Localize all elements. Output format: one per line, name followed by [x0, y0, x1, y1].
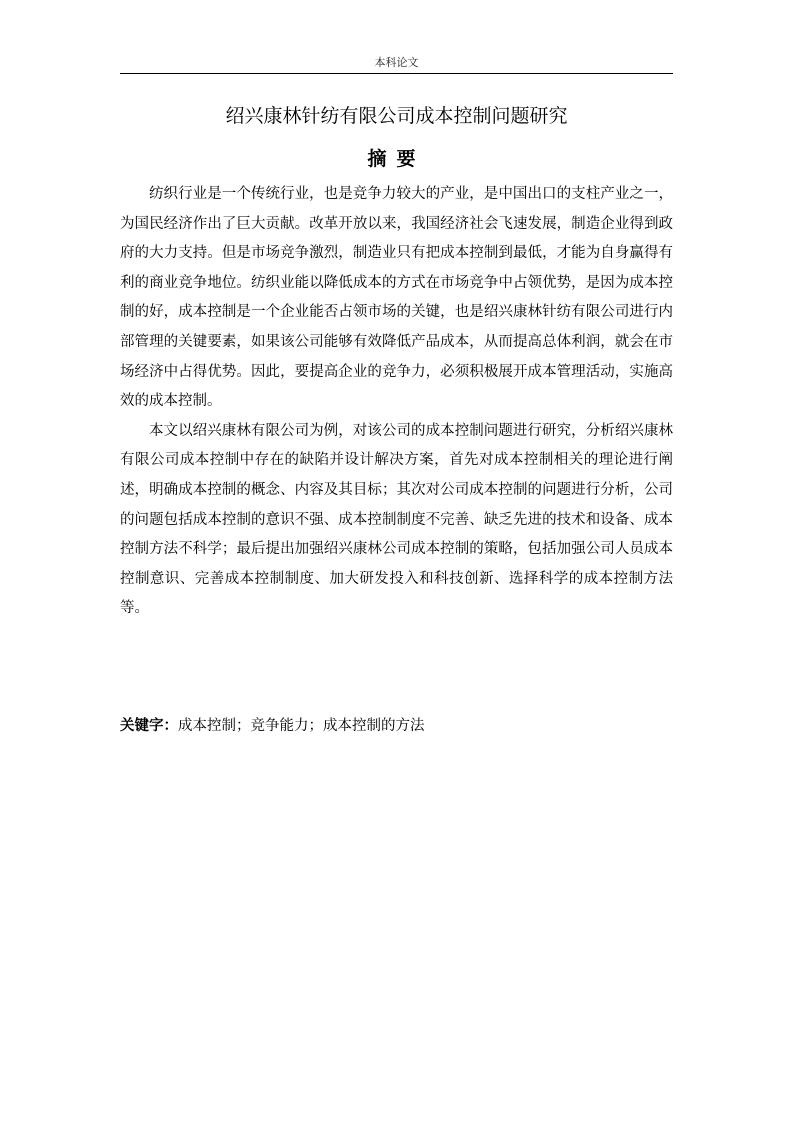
abstract-paragraph-2: 本文以绍兴康林有限公司为例，对该公司的成本控制问题进行研究，分析绍兴康林有限公司成本控制中存在的缺陷并设计解决方案，首先对成本控制相关的理论进行阐述，明确成本控制的概念、内容及其目标；其次对公司成本控制的问题进行分析，公司的问题包括成本控制的意识不强、成本控制制度不完善、缺乏先进的技术和设备、成本控制方法不科学；最后提出加强绍兴康林公司成本控制的策略，包括加强公司人员成本控制意识、完善成本控制制度、加大研发投入和科技创新、选择科学的成本控制方法等。 [120, 422, 673, 617]
abstract-paragraph-1: 纺织行业是一个传统行业，也是竞争力较大的产业，是中国出口的支柱产业之一，为国民经济作出了巨大贡献。改革开放以来，我国经济社会飞速发展，制造企业得到政府的大力支持。但是市场竞争激烈，制造业只有把成本控制到最低，才能为自身赢得有利的商业竞争地位。纺织业能以降低成本的方式在市场竞争中占领优势，是因为成本控制的好，成本控制是一个企业能否占领市场的关键，也是绍兴康林针纺有限公司进行内部管理的关键要素，如果该公司能够有效降低产品成本，从而提高总体利润，就会在市场经济中占得优势。因此，要提高企业的竞争力，必须积极展开成本管理活动，实施高效的成本控制。 [120, 186, 673, 410]
keywords-line [120, 712, 673, 740]
running-header: 本科论文 [374, 56, 419, 69]
paper-title: 绍兴康林针纺有限公司成本控制问题研究 [225, 105, 568, 127]
abstract-heading: 摘要 [367, 148, 426, 170]
header-divider [120, 73, 673, 74]
keywords-label: 关键字： [120, 718, 178, 734]
abstract-body [120, 180, 673, 624]
keywords-text: 成本控制；竞争能力；成本控制的方法 [178, 718, 425, 734]
